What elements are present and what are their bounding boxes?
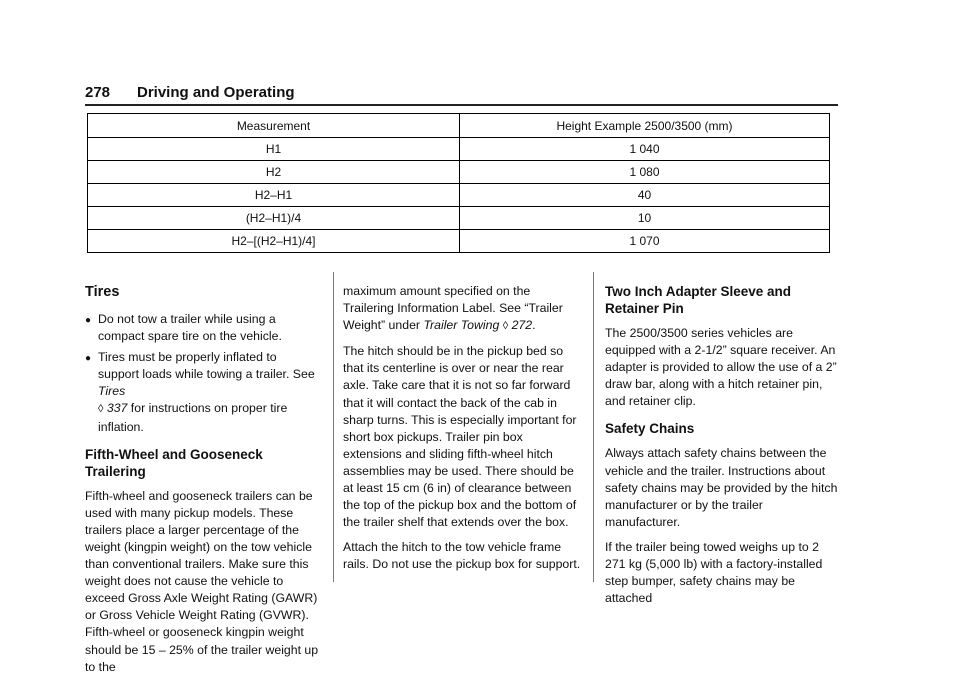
body-text: . (532, 318, 536, 333)
table-cell: (H2–H1)/4 (88, 207, 460, 230)
table-cell: 10 (460, 207, 830, 230)
tires-bullet-list (85, 311, 320, 436)
table-header: Height Example 2500/3500 (mm) (460, 114, 830, 138)
table-cell: 40 (460, 184, 830, 207)
page-header (85, 84, 838, 106)
column-divider (593, 272, 594, 582)
table-header: Measurement (88, 114, 460, 138)
bullet-text: Tires must be properly inflated to support loads while towing a trailer. See (98, 350, 315, 382)
table-cell: 1 040 (460, 138, 830, 161)
adapter-heading: Two Inch Adapter Sleeve and Retainer Pin (605, 284, 792, 316)
list-item (85, 311, 320, 345)
bullet-icon: ● (85, 353, 92, 365)
list-item (85, 349, 320, 435)
body-paragraph: Attach the hitch to the tow vehicle frame rails. Do not use the pickup box for support. (343, 540, 581, 572)
bullet-icon: ● (85, 315, 92, 326)
body-paragraph: If the trailer being towed weighs up to 2 271 kg (5,000 lb) with a factory-installed step bumper, safety chains may be attached (605, 539, 823, 606)
bullet-text: Do not tow a trailer while using a compact spare tire on the vehicle. (98, 312, 282, 344)
bullet-text: for instructions on proper tire inflation. (98, 401, 288, 434)
safety-chains-heading: Safety Chains (605, 421, 695, 437)
table-cell: 1 070 (460, 230, 830, 253)
body-paragraph: The hitch should be in the pickup bed so that its centerline is over or near the rear axle. Take care that it is not so far forward that it will contact the back of the cab in sharp turns. This is especially important for short box pickups. Trailer pin box extensions and sliding fifth-wheel hitch assemblies may be used. There should be at least 15 cm (6 in) of clearance between the top of the pickup box and the bottom of the trailer shelf that extends over the box. (343, 344, 577, 530)
body-paragraph: Always attach safety chains between the vehicle and the trailer. Instructions about safety chains may be provided by the hitch manufacturer or by the trailer manufacturer. (605, 446, 838, 529)
tires-heading: Tires (85, 284, 120, 300)
xref-page[interactable]: 337 (106, 401, 128, 416)
table-cell: 1 080 (460, 161, 830, 184)
table-header-row (88, 114, 830, 138)
xref-link[interactable]: Trailer Towing (423, 318, 500, 333)
table-row (88, 161, 830, 184)
section-title: Driving and Operating (137, 84, 295, 101)
measurement-table (87, 113, 830, 253)
table-row (88, 207, 830, 230)
table-cell: H2 (88, 161, 460, 184)
column-divider (333, 272, 334, 582)
fifth-wheel-heading: Fifth-Wheel and Gooseneck Trailering (85, 446, 263, 479)
table-row (88, 230, 830, 253)
xref-page[interactable]: 272 (511, 318, 533, 333)
table-row (88, 184, 830, 207)
middle-column (343, 283, 581, 582)
table-cell: H2–H1 (88, 184, 460, 207)
xref-link[interactable]: Tires (98, 384, 126, 399)
right-column (605, 283, 841, 615)
left-column (85, 283, 320, 684)
header-rule (85, 104, 838, 106)
xref-arrow-icon: ◊ (98, 403, 104, 416)
body-paragraph: Fifth-wheel and gooseneck trailers can be used with many pickup models. These trailers place a larger percentage of the weight (kingpin weight) on the tow vehicle than conventional trailers. Make sure this weight does not cause the vehicle to exceed Gross Axle Weight Rating (GAWR) or Gross Vehicle Weight Rating (GVWR). Fifth-wheel or gooseneck kingpin weight should be 15 – 25% of the trailer weight up to the (85, 488, 319, 674)
xref-arrow-icon: ◊ (502, 320, 509, 333)
table-row (88, 138, 830, 161)
table-cell: H2–[(H2–H1)/4] (88, 230, 460, 253)
body-paragraph: The 2500/3500 series vehicles are equipped with a 2-1/2” square receiver. An adapter is provided to allow the use of a 2” draw bar, along with a hitch retainer pin, and retainer clip. (605, 326, 837, 409)
body-text: maximum amount specified on the Trailering Information Label. See “Trailer Weight” under (343, 284, 563, 333)
page-number: 278 (85, 84, 111, 101)
body-paragraph (343, 283, 581, 335)
table-cell: H1 (88, 138, 460, 161)
